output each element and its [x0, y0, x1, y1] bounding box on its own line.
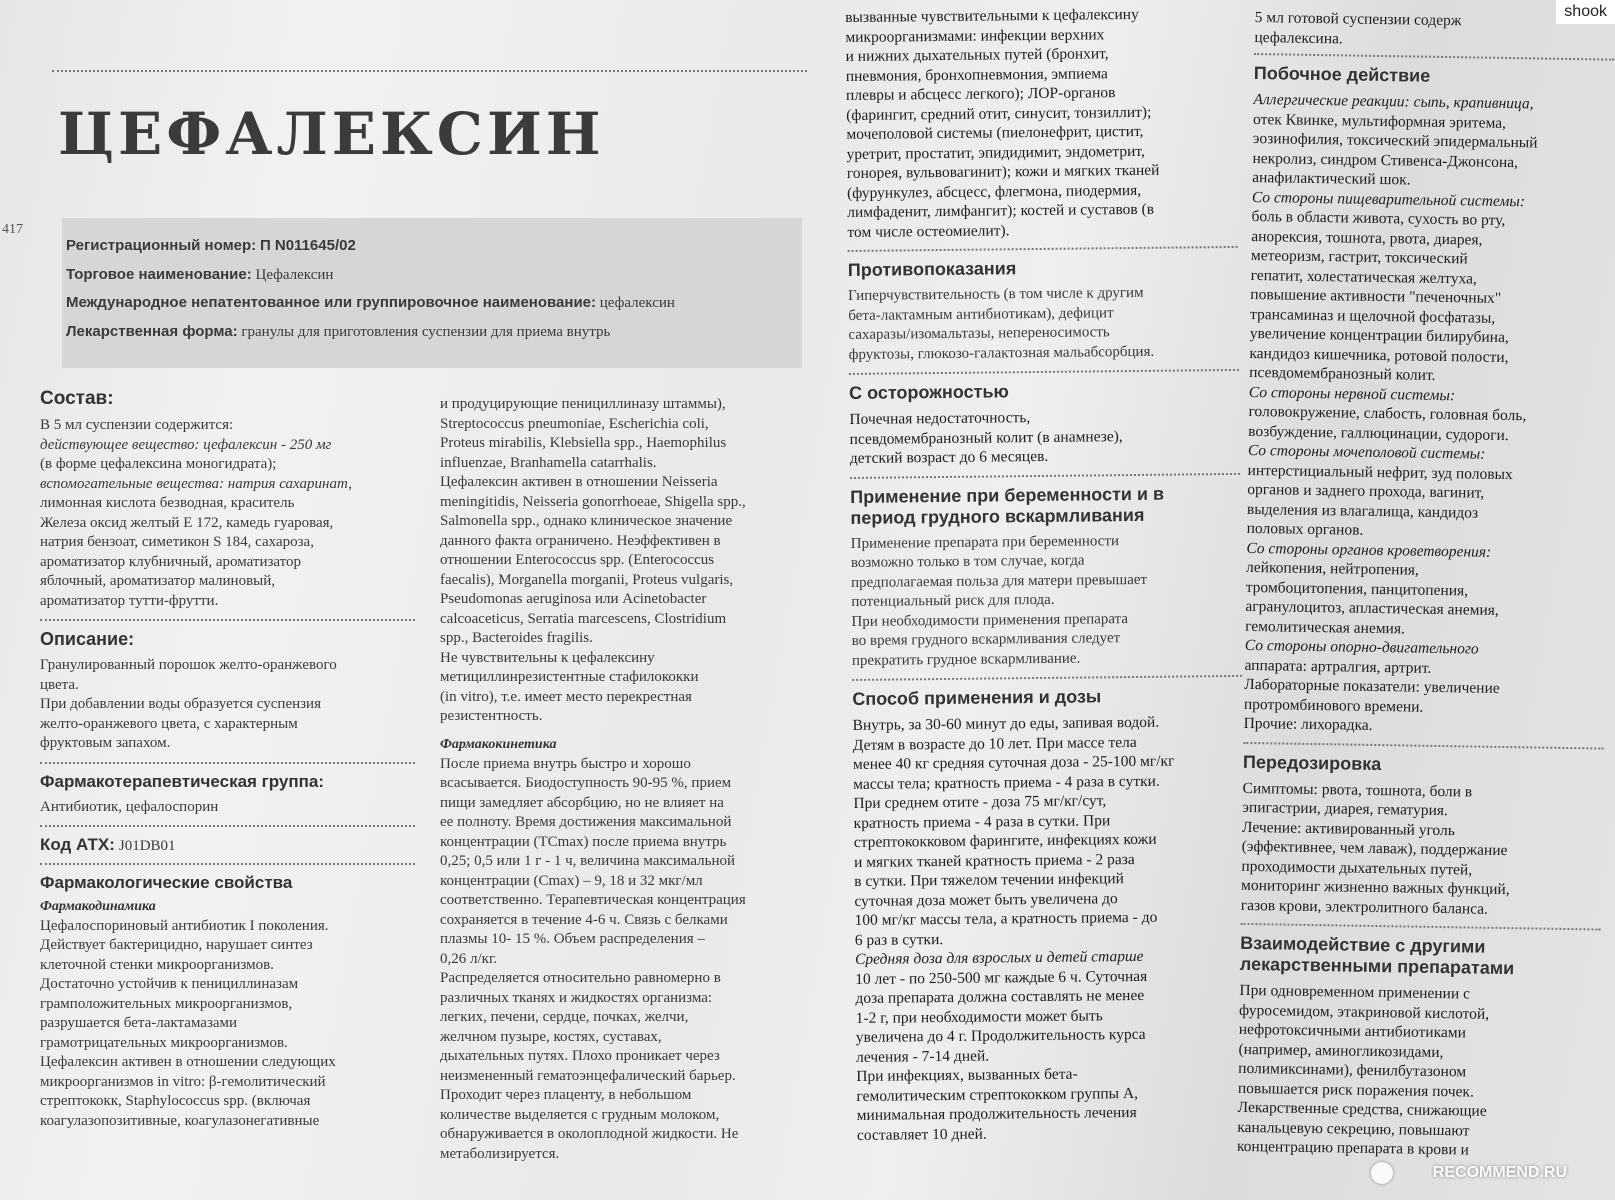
pk-line: концентрации (Cmax) – 9, 18 и 32 мкг/мл [440, 872, 703, 889]
composition-line: яблочный, ароматизатор малиновый, [40, 573, 276, 589]
indication-line: мочеполовой системы (пиелонефрит, цистит, [846, 122, 1144, 143]
spectrum-line: и продуцирующие пенициллиназу штаммы), [440, 396, 726, 412]
dosage-line: суточная доза может быть увеличена до [854, 889, 1118, 910]
side-line: Со стороны мочеполовой системы: [1247, 441, 1486, 463]
indication-line: микроорганизмами: инфекции верхних [845, 25, 1105, 46]
indication-line: (фурункулез, абсцесс, флегмона, пиодермия, [846, 181, 1142, 202]
side-line: повышение активности "печеночных" [1250, 285, 1502, 307]
right-subcolumn [440, 395, 810, 1164]
description-text [40, 656, 415, 754]
pregnancy-line: потенциальный риск для плода. [851, 591, 1055, 610]
dosage-line: 100 мг/кг массы тела, а кратность приема - до [854, 908, 1158, 929]
interaction-line: При одновременном применении с [1239, 981, 1471, 1003]
side-line: псевдомембранозный колит. [1249, 363, 1436, 384]
contra-line: сахаразы/изомальтазы, непереносимость [848, 324, 1110, 343]
dosage-heading: Способ применения и дозы [852, 686, 1102, 709]
side-line: половых органов. [1246, 519, 1364, 539]
pk-line: Распределяется относительно равномерно в [440, 970, 721, 986]
spectrum-line: spp., Bacteroides fragilis. [440, 630, 593, 646]
separator [1243, 741, 1603, 749]
reg-value-3: гранулы для приготовления суспензии для приема внутрь [241, 323, 611, 340]
spectrum-line: Salmonella spp., однако клиническое значение [440, 513, 733, 529]
pk-line: ее полноту. Время достижения максимальной [440, 814, 732, 830]
overdose-line: проходимости дыхательных путей, [1241, 857, 1473, 879]
composition-line: ароматизатор тутти-фрутти. [40, 592, 219, 609]
interaction-line: повышается риск поражения почек. [1237, 1079, 1475, 1101]
spectrum-line: Proteus mirabilis, Klebsiella spp., Haemophilus [440, 435, 727, 451]
indication-line: вызванные чувствительными к цефалексину [845, 5, 1139, 26]
contra-line: бета-лактамным антибиотикам), дефицит [848, 304, 1114, 324]
caution-line: Почечная недостаточность, [849, 409, 1031, 428]
pharm-group-heading: Фармакотерапевтическая группа: [40, 771, 325, 791]
reg-label-1: Торговое наименование: [66, 265, 252, 283]
contraindications-text [848, 283, 1239, 365]
indication-line: лимфаденит, лимфангит); костей и суставов (в [847, 200, 1155, 221]
pk-line: Проходит через плаценту, в небольшом [440, 1087, 692, 1103]
side-line: лейкопения, нейтропения, [1245, 558, 1419, 579]
contraindications-heading: Противопоказания [847, 258, 1017, 280]
side-line: отек Квинке, мультиформная эритема, [1252, 110, 1507, 132]
caution-line: детский возраст до 6 месяцев. [849, 447, 1049, 467]
side-line: тромбоцитопения, панцитопения, [1245, 578, 1469, 599]
spectrum-line: (in vitro), т.е. имеет место перекрестная [440, 688, 692, 705]
dosage-line: лечения - 7-14 дней. [855, 1047, 990, 1066]
pk-line: дыхательных путях. Плохо проникает через [440, 1048, 720, 1064]
overdose-text [1241, 778, 1603, 920]
interaction-line: Лекарственные средства, снижающие [1237, 1098, 1487, 1120]
side-line: трансаминаз и щелочной фосфатазы, [1249, 305, 1496, 327]
description-heading: Описание: [40, 629, 135, 649]
pk-line: 0,25; 0,5 или 1 г - 1 ч, величина максимальной [440, 853, 736, 869]
composition-text [40, 416, 415, 611]
reg-value-1: Цефалексин [255, 266, 334, 283]
separator [40, 825, 415, 827]
indication-line: плевры и абсцесс легкого); ЛОР-органов [845, 84, 1116, 104]
dosage-line: составляет 10 дней. [856, 1125, 987, 1144]
description-line: фруктовым запахом. [40, 735, 171, 751]
caution-text [849, 406, 1240, 469]
dosage-line: При среднем отите - доза 75 мг/кг/сут, [853, 792, 1107, 812]
interaction-line: (например, аминогликозидами, [1238, 1040, 1444, 1061]
reg-value-2: цефалексин [599, 295, 675, 311]
dosage-line: массы тела; кратность приема - 4 раза в сутки. [853, 772, 1160, 793]
pk-line: концентрации (TCmax) после приема внутрь [440, 833, 727, 850]
dosage-line: кратность приема - 4 раза в сутки. При [853, 811, 1111, 832]
side-line: анафилактический шок. [1252, 168, 1411, 189]
overdose-line: газов крови, электролитного баланса. [1240, 896, 1489, 918]
pk-line: метаболизируется. [440, 1145, 560, 1162]
caution-line: псевдомембранозный колит (в анамнезе), [849, 427, 1123, 448]
description-line: желто-оранжевого цвета, с характерным [40, 715, 298, 732]
separator [848, 246, 1238, 252]
dosage-line: 10 лет - по 250-500 мг каждые 6 ч. Суточная [855, 967, 1148, 988]
side-line: метеоризм, гастрит, токсический [1250, 246, 1468, 268]
pk-line: всасывается. Биодоступность 90-95 %, прием [440, 775, 732, 791]
indication-line: том числе остеомиелит). [847, 221, 1010, 241]
spectrum-line: Цефалексин активен в отношении Neisseria [440, 474, 718, 490]
indication-line: уретрит, простатит, эпидидимит, эндометрит, [846, 142, 1145, 163]
overdose-heading: Передозировка [1242, 751, 1382, 774]
reg-label-2: Международное непатентованное или группировочное наименование: [66, 294, 597, 311]
pd-line: Действует бактерицидно, нарушает синтез [40, 937, 313, 953]
pk-line: После приема внутрь быстро и хорошо [440, 755, 691, 772]
spectrum-line: Pseudomonas aeruginosa или Acinetobacter [440, 591, 707, 607]
pk-line: желчном пузыре, костях, суставах, [440, 1028, 662, 1045]
pk-line: 0,26 л/кг. [440, 950, 498, 967]
spectrum-line: метициллинрезистентные стафилококки [440, 669, 699, 685]
pk-line: количестве выделяется с грудным молоком, [440, 1106, 720, 1123]
side-line: головокружение, слабость, головная боль, [1248, 402, 1527, 425]
pd-line: Достаточно устойчив к пенициллиназам [40, 976, 299, 992]
composition-line: действующее вещество: цефалексин - 250 мг [40, 436, 332, 453]
pregnancy-line: прекратить грудное вскармливание. [851, 650, 1081, 669]
reg-label-3: Лекарственная форма: [66, 322, 238, 340]
atc-row [40, 835, 415, 857]
dosage-line: доза препарата должна составлять не менее [855, 986, 1145, 1007]
pd-line: клеточной стенки микроорганизмов. [40, 956, 274, 973]
pharmacodynamics-heading: Фармакодинамика [40, 898, 156, 914]
top-separator [52, 70, 807, 72]
top-line: 5 мл готовой суспензии содерж [1254, 8, 1462, 30]
separator [1240, 923, 1600, 931]
pharm-group-value: Антибиотик, цефалоспорин [40, 798, 219, 815]
contra-line: фруктозы, глюкозо-галактозная мальабсорбция. [848, 343, 1155, 363]
dosage-line: При инфекциях, вызванных бета- [856, 1065, 1078, 1085]
side-line: Со стороны опорно-двигательного [1244, 636, 1479, 658]
separator [1254, 53, 1614, 61]
pregnancy-line: возможно только в том случае, когда [850, 552, 1085, 571]
edge-number: 417 [2, 222, 23, 237]
composition-heading: Состав: [40, 388, 114, 409]
side-line: выделения из влагалища, кандидоз [1246, 500, 1479, 522]
spectrum-line: meningitidis, Neisseria gonorrhoeae, Shigella spp., [440, 493, 746, 510]
description-line: цвета. [40, 676, 79, 693]
overdose-line: эпигастрии, диарея, гематурия. [1242, 798, 1449, 820]
pharm-props-heading: Фармакологические свойства [40, 872, 293, 892]
column4-top-text [1254, 8, 1615, 53]
spectrum-line: Не чувствительны к цефалексину [440, 649, 655, 666]
dosage-line: Средняя доза для взрослых и детей старше [854, 947, 1144, 968]
indication-line: пневмония, бронхопневмония, эмпиема [845, 64, 1108, 85]
fourth-column [1236, 0, 1615, 1200]
pk-line: плазмы 10- 15 %. Объем распределения – [440, 931, 705, 947]
interaction-heading-2: лекарственными препаратами [1239, 953, 1515, 979]
reg-label-0: Регистрационный номер: [66, 237, 257, 254]
pd-line: Цефалексин активен в отношении следующих [40, 1054, 336, 1070]
interaction-text [1237, 981, 1600, 1162]
dosage-line: минимальная продолжительность лечения [856, 1104, 1137, 1124]
reg-value-0: П N011645/02 [259, 237, 356, 254]
composition-line: (в форме цефалексина моногидрата); [40, 456, 277, 472]
side-line: гемолитическая анемия. [1245, 617, 1406, 637]
side-line: Со стороны нервной системы: [1248, 383, 1456, 404]
spectrum-line: calcoaceticus, Serratia marcescens, Clostridium [440, 610, 727, 627]
dosage-line: менее 40 кг средняя суточная доза - 25-100 мг/кг [852, 752, 1175, 773]
side-line: Аллергические реакции: сыпь, крапивница, [1253, 90, 1534, 113]
composition-line: ароматизатор клубничный, ароматизатор [40, 553, 302, 570]
separator [850, 472, 1240, 478]
contra-line: Гиперчувствительность (в том числе к другим [848, 284, 1144, 304]
trade-name-row [66, 261, 798, 290]
side-line: интерстициальный нефрит, зуд половых [1247, 461, 1513, 483]
indication-line: (фарингит, средний отит, синусит, тонзиллит); [846, 103, 1152, 124]
separator [40, 863, 415, 865]
dosage-text [852, 712, 1246, 1145]
side-line: возбуждение, галлюцинации, судороги. [1248, 422, 1509, 444]
side-line: органов и заднего прохода, вагинит, [1247, 480, 1485, 502]
side-line: некролиз, синдром Стивенса-Джонсона, [1252, 149, 1519, 171]
composition-line: натрия бензоат, симетикон S 184, сахароза, [40, 534, 314, 550]
inn-row [66, 289, 798, 318]
interaction-line: нефротоксичными антибиотиками [1238, 1020, 1467, 1042]
dosage-line: 1-2 г, при необходимости может быть [855, 1006, 1103, 1027]
pk-line: различных тканях и жидкостях организма: [440, 989, 713, 1006]
registration-number-row [66, 232, 798, 261]
interaction-line: фуросемидом, этакриновой кислотой, [1239, 1001, 1490, 1023]
dosage-line: в сутки. При тяжелом течении инфекций [854, 870, 1124, 890]
corner-tag: shook [1556, 0, 1615, 24]
pd-line: стрептококк, Staphylococcus spp. (включая [40, 1093, 311, 1109]
side-line: протромбинового времени. [1243, 695, 1424, 716]
spectrum-line: Streptococcus pneumoniae, Escherichia coli, [440, 415, 709, 432]
side-line: эозинофилия, токсический эпидермальный [1252, 129, 1538, 152]
overdose-line: (эффективнее, чем лаваж), поддержание [1241, 837, 1508, 860]
pregnancy-line: во время грудного вскармливания следует [851, 630, 1121, 649]
pk-line: сохраняется в течение 4-6 ч. Связь с белками [440, 911, 728, 928]
spectrum-line: данного факта ограничено. Неэффективен в [440, 532, 721, 549]
pd-line: коагулазопозитивные, коагулазонегативные [40, 1112, 320, 1129]
overdose-line: мониторинг жизненно важных функций, [1240, 876, 1510, 899]
registration-box [62, 218, 802, 368]
description-line: При добавлении воды образуется суспензия [40, 696, 321, 712]
spectrum-line: faecalis), Morganella morganii, Proteus vulgaris, [440, 571, 734, 588]
pregnancy-line: предполагаемая польза для матери превышает [851, 571, 1148, 591]
interaction-heading-1: Взаимодействие с другими [1240, 932, 1486, 957]
separator [40, 762, 415, 764]
spectrum-line: отношении Enterococcus spp. (Enterococcus [440, 552, 715, 568]
interaction-line: полимиксинами), фенилбутазоном [1238, 1059, 1467, 1081]
dosage-line: увеличена до 4 г. Продолжительность курса [855, 1025, 1146, 1046]
drug-title: ЦЕФАЛЕКСИН [58, 100, 605, 168]
separator [40, 619, 415, 621]
dosage-line: и мягких тканей кратность приема - 2 раза [853, 850, 1135, 871]
side-line: Прочие: лихорадка. [1243, 714, 1373, 734]
separator [852, 675, 1242, 681]
pd-line: Цефалоспориновый антибиотик I поколения. [40, 917, 329, 934]
composition-line: вспомогательные вещества: натрия сахаринат, [40, 475, 352, 492]
composition-line: В 5 мл суспензии содержится: [40, 417, 234, 433]
spectrum-text [440, 395, 810, 727]
pd-line: грамположительных микроорганизмов, [40, 995, 293, 1012]
side-line: агранулоцитоз, апластическая анемия, [1245, 597, 1499, 619]
dosage-line: Детям в возрасте до 10 лет. При массе тела [852, 733, 1137, 754]
pd-line: грамотрицательных микроорганизмов. [40, 1034, 288, 1051]
dosage-line: Внутрь, за 30-60 минут до еды, запивая водой. [852, 713, 1160, 734]
pharmacokinetics-text [440, 755, 810, 1165]
indications-text [845, 4, 1237, 242]
separator [849, 369, 1239, 375]
side-line: кандидоз кишечника, ротовой полости, [1249, 344, 1509, 366]
third-column [845, 0, 1248, 1200]
atc-label: Код АТХ: [40, 835, 115, 854]
pk-line: соответственно. Терапевтическая концентрация [440, 892, 746, 908]
left-subcolumn [40, 380, 415, 1131]
spectrum-line: influenzae, Branhamella catarrhalis. [440, 454, 657, 471]
side-line: Со стороны пищеварительной системы: [1251, 188, 1526, 210]
pregnancy-heading-2: период грудного вскармливания [850, 504, 1145, 528]
pd-line: разрушается бета-лактамазами [40, 1015, 238, 1031]
pk-line: легких, печени, сердце, почках, желчи, [440, 1009, 689, 1025]
interaction-line: концентрацию препарата в крови и [1236, 1137, 1470, 1159]
pd-line: микроорганизмов in vitro: β-гемолитический [40, 1073, 326, 1090]
side-line: боль в области живота, сухость во рту, [1251, 207, 1506, 229]
indication-line: и нижних дыхательных путей (бронхит, [845, 45, 1109, 65]
side-effects-heading: Побочное действие [1253, 62, 1431, 86]
pk-line: неизмененный гематоэнцефалический барьер. [440, 1067, 736, 1084]
side-effects-text [1243, 90, 1613, 739]
spectrum-line: резистентность. [440, 708, 543, 724]
side-line: анорексия, тошнота, рвота, диарея, [1251, 227, 1483, 249]
description-line: Гранулированный порошок желто-оранжевого [40, 657, 337, 673]
dosage-line: 6 раз в сутки. [854, 930, 944, 949]
composition-line: Железа оксид желтый Е 172, камедь гуаровая, [40, 514, 334, 531]
indication-line: гонорея, вульвовагинит); кожи и мягких тканей [846, 161, 1160, 182]
watermark-logo-icon [1371, 1162, 1393, 1184]
pharmacokinetics-heading: Фармакокинетика [440, 736, 557, 752]
side-line: аппарата: артралгия, артрит. [1244, 656, 1432, 677]
side-line: Со стороны органов кроветворения: [1246, 539, 1492, 561]
atc-value: J01DB01 [118, 838, 176, 854]
pregnancy-line: При необходимости применения препарата [851, 610, 1129, 630]
side-line: Лабораторные показатели: увеличение [1244, 675, 1500, 697]
caution-heading: С осторожностью [849, 381, 1009, 403]
dosage-form-row [66, 318, 798, 347]
pharmacodynamics-text [40, 917, 415, 1132]
overdose-line: Симптомы: рвота, тошнота, боли в [1242, 779, 1473, 801]
dosage-line: гемолитическим стрептококком группы А, [856, 1084, 1139, 1105]
pregnancy-line: Применение препарата при беременности [850, 532, 1120, 552]
pk-line: пищи замедляет абсорбцию, но не влияет на [440, 794, 724, 811]
watermark-text: RECOMMEND.RU [1432, 1164, 1567, 1181]
interaction-line: канальцевую секрецию, повышают [1237, 1118, 1470, 1140]
side-line: увеличение концентрации билирубина, [1249, 324, 1509, 347]
pregnancy-text [851, 530, 1242, 671]
pregnancy-heading-1: Применение при беременности и в [850, 483, 1165, 507]
top-line: цефалексина. [1254, 28, 1343, 47]
pk-line: обнаруживается в околоплодной жидкости. Не [440, 1126, 739, 1142]
side-line: гепатит, холестатическая желтуха, [1250, 266, 1477, 288]
composition-line: лимонная кислота безводная, краситель [40, 495, 295, 511]
dosage-line: стрептококковом фарингите, инфекциях кожи [853, 830, 1157, 851]
overdose-line: Лечение: активированный уголь [1241, 818, 1455, 839]
